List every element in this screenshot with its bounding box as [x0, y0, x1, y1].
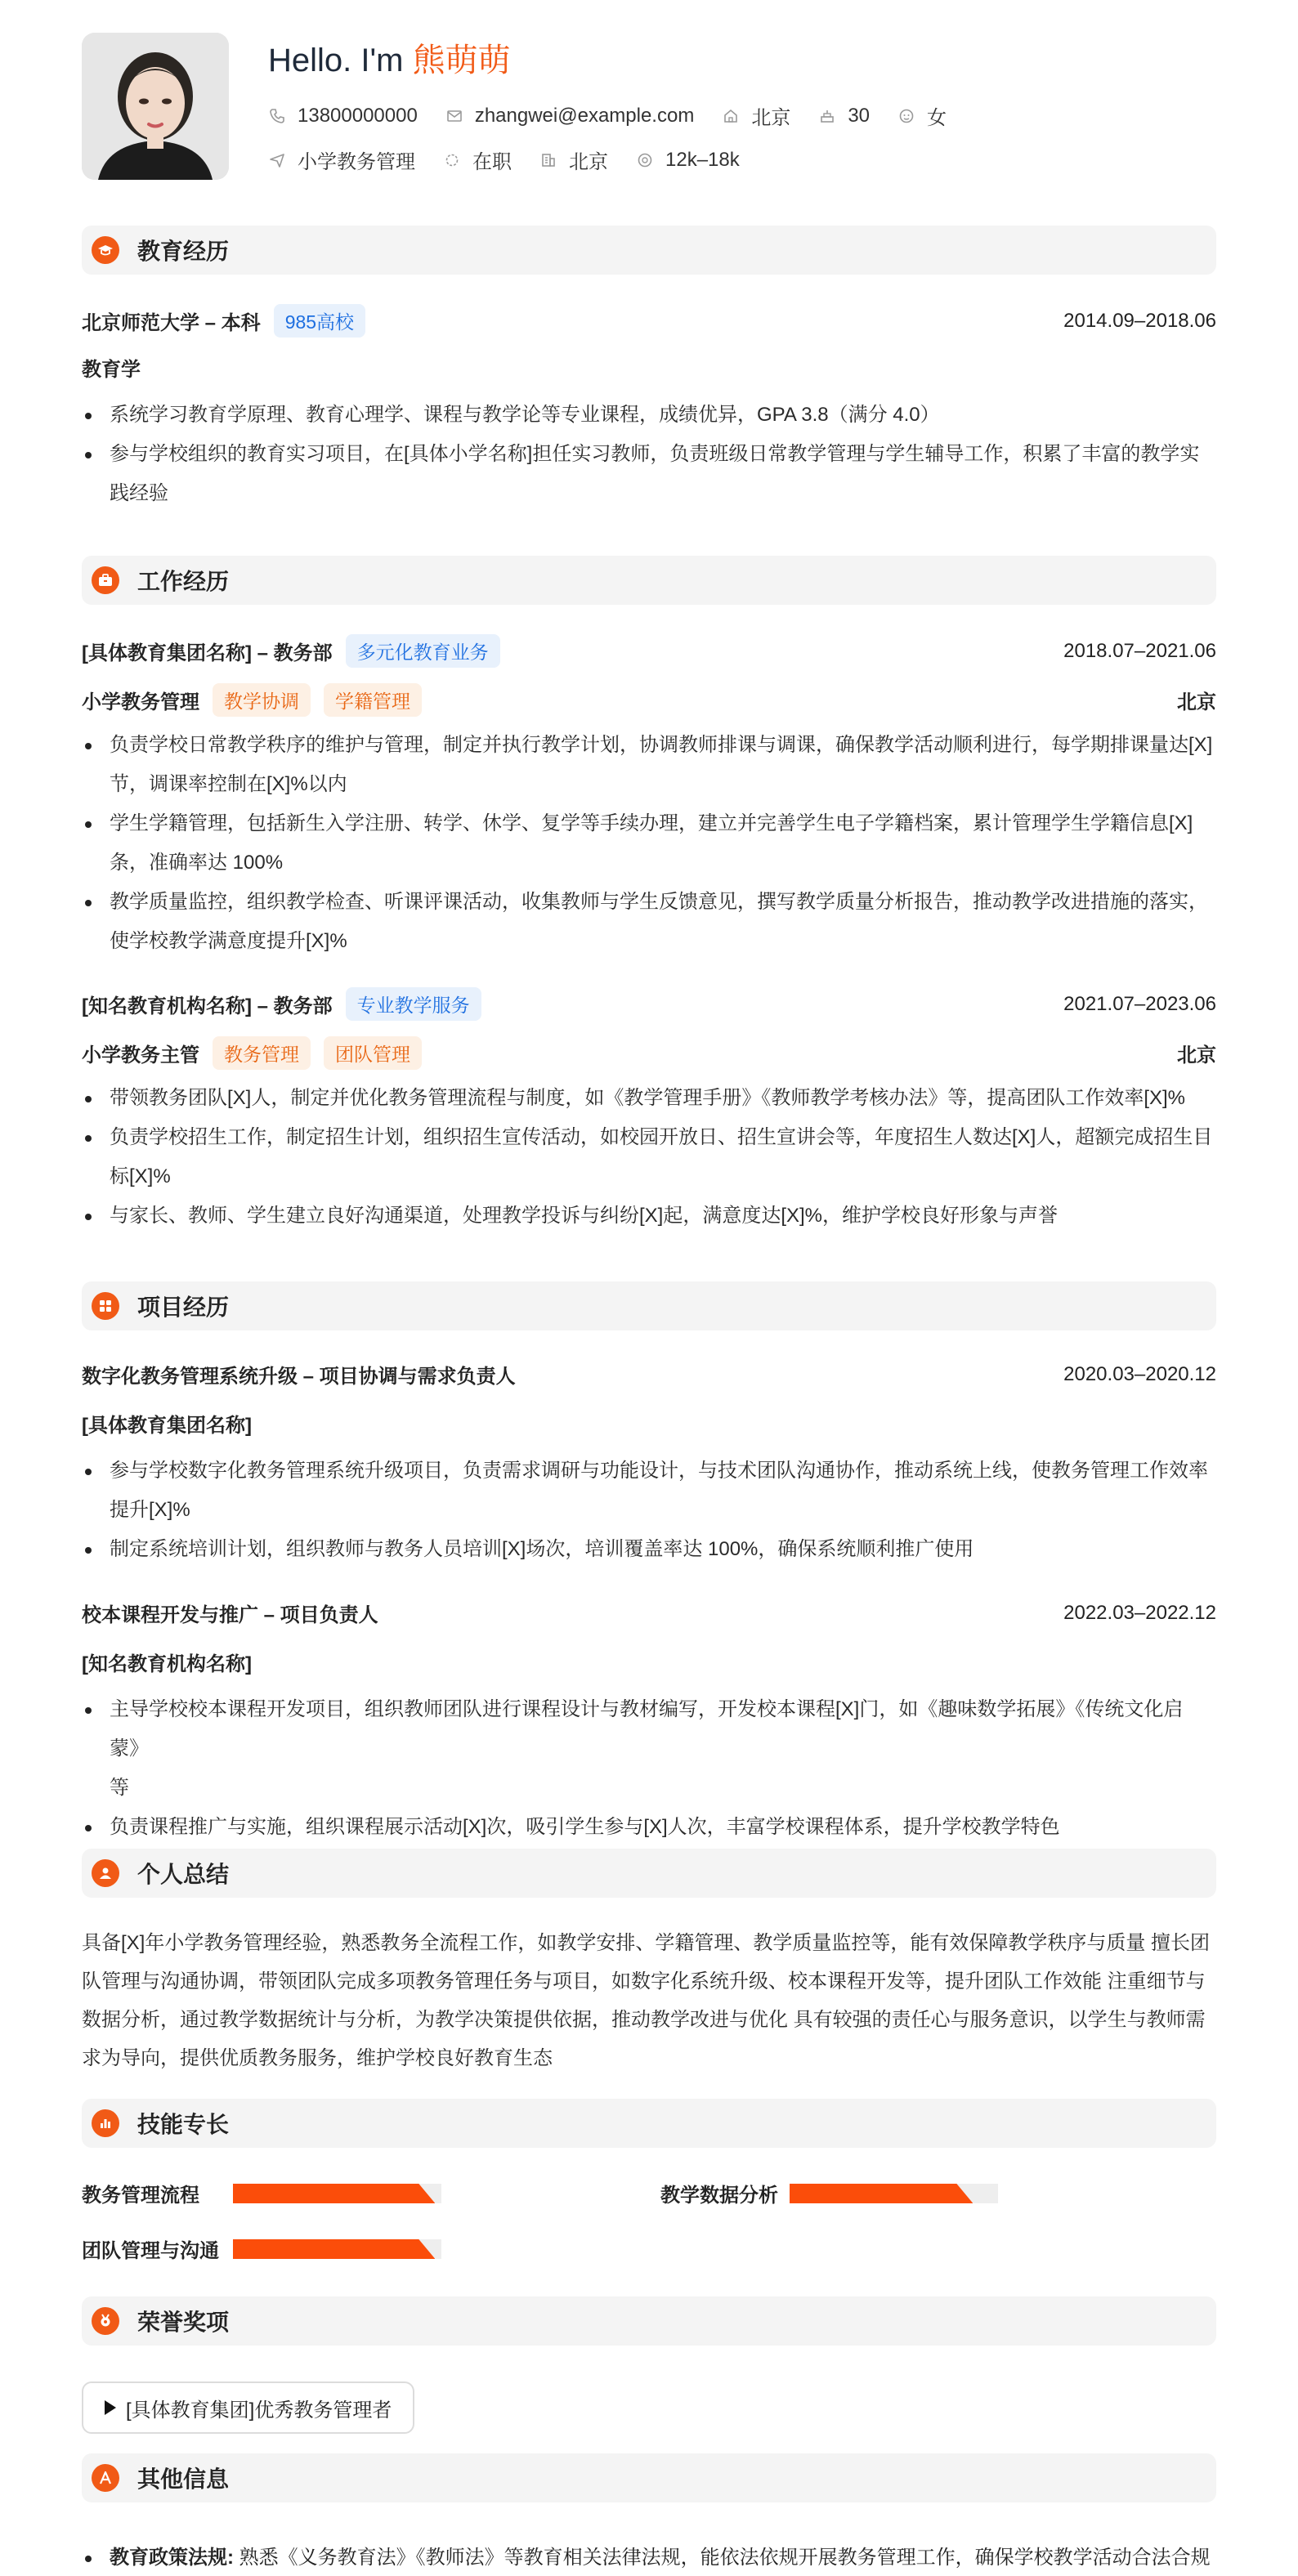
work-1-role: 小学教务管理 — [82, 691, 199, 713]
work-1-role-row — [82, 683, 1216, 717]
section-summary — [82, 1849, 1216, 1898]
letter-a-icon — [92, 2464, 119, 2492]
email-item — [445, 105, 695, 127]
age-item — [818, 105, 870, 127]
work-2-date: 2021.07–2023.06 — [1063, 992, 1216, 1015]
medal-icon — [92, 2307, 119, 2335]
education-date: 2014.09–2018.06 — [1063, 309, 1216, 332]
work-2-city: 北京 — [1177, 1044, 1216, 1067]
location-text: 北京 — [751, 107, 791, 129]
grid-icon — [92, 1292, 119, 1320]
work-1-org: [具体教育集团名称] – 教务部 — [82, 642, 333, 664]
work-2-role-tag-1: 教务管理 — [213, 1036, 311, 1070]
phone-text: 13800000000 — [298, 104, 418, 127]
skill-2-fill — [790, 2184, 973, 2203]
work-2-role-row — [82, 1036, 1216, 1070]
briefcase-icon — [92, 566, 119, 594]
person-icon — [92, 1859, 119, 1887]
project-2-org-row — [82, 1648, 1216, 1676]
section-projects — [82, 1281, 1216, 1330]
target-job-text: 小学教务管理 — [298, 151, 415, 173]
target-job-item — [268, 145, 415, 174]
target-city-item — [539, 145, 608, 174]
section-skills — [82, 2099, 1216, 2148]
greeting-heading — [268, 34, 511, 81]
section-education — [82, 226, 1216, 275]
skill-2-label: 教学数据分析 — [660, 2185, 778, 2207]
project-1-title: 数字化教务管理系统升级 – 项目协调与需求负责人 — [82, 1366, 516, 1388]
work-1-role-tag-1: 教学协调 — [213, 683, 311, 717]
education-bullets — [82, 396, 1216, 513]
skill-3-label: 团队管理与沟通 — [82, 2240, 219, 2262]
work-2-tag: 专业教学服务 — [346, 987, 481, 1021]
skill-1 — [82, 2179, 199, 2207]
list-item: 主导学校校本课程开发项目，组织教师团队进行课程设计与教材编写，开发校本课程[X]门，如《趣味数学拓展》《传统文化启蒙》 等 — [82, 1690, 1216, 1808]
section-title-awards: 荣誉奖项 — [137, 2310, 230, 2335]
list-item: 学生学籍管理，包括新生入学注册、转学、休学、复学等手续办理，建立并完善学生电子学籍档案，累计管理学生学籍信息[X] 条，准确率达 100% — [82, 804, 1216, 883]
section-title-skills: 技能专长 — [137, 2112, 230, 2137]
skill-1-bar — [233, 2184, 441, 2203]
work-1-role-tag-2: 学籍管理 — [324, 683, 422, 717]
other-info-item — [82, 2538, 1216, 2576]
work-1-date: 2018.07–2021.06 — [1063, 639, 1216, 662]
list-item: 与家长、教师、学生建立良好沟通渠道，处理教学投诉与纠纷[X]起，满意度达[X]%，维护学校良好形象与声誉 — [82, 1196, 1216, 1236]
project-2-header-row — [82, 1599, 1216, 1627]
education-major-row — [82, 353, 1216, 382]
contact-row — [268, 101, 965, 130]
project-2-org: [知名教育机构名称] — [82, 1653, 252, 1675]
project-2-date: 2022.03–2022.12 — [1063, 1601, 1216, 1624]
skill-2 — [660, 2179, 778, 2207]
other-info-text: 熟悉《义务教育法》《教师法》等教育相关法律法规，能依法依规开展教务管理工作，确保学校教学活动合法合规 — [239, 2547, 1211, 2569]
major-name: 教育学 — [82, 359, 141, 381]
work-1-bullets — [82, 726, 1216, 961]
section-other — [82, 2453, 1216, 2502]
project-1-bullets — [82, 1451, 1216, 1569]
list-item: 制定系统培训计划，组织教师与教务人员培训[X]场次，培训覆盖率达 100%，确保系统顺利推广使用 — [82, 1530, 1216, 1569]
section-work — [82, 556, 1216, 605]
skill-1-fill — [233, 2184, 435, 2203]
other-info-label: 教育政策法规: — [110, 2547, 234, 2569]
school-tag: 985高校 — [274, 304, 365, 338]
candidate-name: 熊萌萌 — [412, 42, 511, 78]
section-title-projects: 项目经历 — [137, 1295, 230, 1320]
award-text: [具体教育集团]优秀教务管理者 — [126, 2399, 392, 2422]
send-icon — [268, 151, 286, 169]
play-triangle-icon — [105, 2400, 116, 2415]
work-2-role-tag-2: 团队管理 — [324, 1036, 422, 1070]
project-2-title: 校本课程开发与推广 – 项目负责人 — [82, 1604, 378, 1626]
skill-1-label: 教务管理流程 — [82, 2185, 199, 2207]
list-item: 系统学习教育学原理、教育心理学、课程与教学论等专业课程，成绩优异，GPA 3.8（满分 4.0） — [82, 396, 1216, 435]
project-1-header-row — [82, 1360, 1216, 1389]
project-1-org: [具体教育集团名称] — [82, 1415, 252, 1437]
email-text: zhangwei@example.com — [474, 104, 695, 127]
graduation-cap-icon — [92, 236, 119, 264]
age-text: 30 — [848, 104, 871, 127]
award-item[interactable] — [82, 2381, 414, 2434]
section-title-summary: 个人总结 — [137, 1862, 230, 1887]
list-item: 负责课程推广与实施，组织课程展示活动[X]次，吸引学生参与[X]人次，丰富学校课程体系，提升学校教学特色 — [82, 1808, 1216, 1847]
skill-3-fill — [233, 2239, 435, 2259]
phone-item — [268, 105, 418, 127]
salary-icon — [636, 151, 654, 169]
building-icon — [539, 151, 557, 169]
summary-text: 具备[X]年小学教务管理经验，熟悉教务全流程工作，如教学安排、学籍管理、教学质量监控等，能有效保障教学秩序与质量 擅长团 队管理与沟通协调，带领团队完成多项教务管理任务与项目，如数字化系统升级、校本课程开发等，提升团队工作效能 注重细节与 数据分析，通过教学数据统计与分析，为教学决策提供依据，推动教学改进与优化 具有较强的责任心与服务意识，以学生与教师需 求为导向，提供优质教务服务，维护学校良好教育生态 — [82, 1932, 1211, 2069]
list-item: 参与学校组织的教育实习项目，在[具体小学名称]担任实习教师，负责班级日常教学管理与学生辅导工作，积累了丰富的教学实 践经验 — [82, 435, 1216, 513]
list-item: 教学质量监控，组织教学检查、听课评课活动，收集教师与学生反馈意见，撰写教学质量分析报告，推动教学改进措施的落实， 使学校教学满意度提升[X]% — [82, 883, 1216, 961]
section-awards — [82, 2296, 1216, 2346]
section-title-other: 其他信息 — [137, 2466, 230, 2492]
list-item: 参与学校数字化教务管理系统升级项目，负责需求调研与功能设计，与技术团队沟通协作，推动系统上线，使教务管理工作效率 提升[X]% — [82, 1451, 1216, 1530]
education-header-row — [82, 304, 1216, 338]
greeting-text: Hello. I'm — [268, 42, 404, 78]
status-item — [443, 145, 512, 174]
work-2-role: 小学教务主管 — [82, 1044, 199, 1067]
project-1-date: 2020.03–2020.12 — [1063, 1362, 1216, 1385]
skill-3 — [82, 2234, 219, 2263]
list-item: 负责学校日常教学秩序的维护与管理，制定并执行教学计划，协调教师排课与调课，确保教学活动顺利进行，每学期排课量达[X] 节，调课率控制在[X]%以内 — [82, 726, 1216, 804]
avatar — [82, 33, 229, 180]
work-2-header-row — [82, 987, 1216, 1021]
gender-icon — [897, 107, 915, 125]
work-1-city: 北京 — [1177, 691, 1216, 713]
project-2-bullets — [82, 1690, 1216, 1847]
skill-2-bar — [790, 2184, 998, 2203]
work-1-header-row — [82, 634, 1216, 668]
section-title-work: 工作经历 — [137, 569, 230, 594]
work-1-tag: 多元化教育业务 — [346, 634, 500, 668]
list-item: 带领教务团队[X]人，制定并优化教务管理流程与制度，如《教学管理手册》《教师教学考核办法》等，提高团队工作效率[X]% — [82, 1079, 1216, 1118]
work-2-org: [知名教育机构名称] – 教务部 — [82, 995, 333, 1017]
project-1-org-row — [82, 1409, 1216, 1438]
location-item — [722, 101, 790, 130]
work-2-bullets — [82, 1079, 1216, 1236]
job-intent-row — [268, 145, 758, 174]
phone-icon — [268, 107, 286, 125]
age-icon — [818, 107, 836, 125]
skill-3-bar — [233, 2239, 441, 2259]
gender-item — [897, 101, 947, 130]
salary-item — [636, 149, 740, 172]
mail-icon — [445, 107, 463, 125]
salary-text: 12k–18k — [665, 148, 740, 171]
status-text: 在职 — [472, 151, 512, 173]
home-icon — [722, 107, 740, 125]
school-name: 北京师范大学 – 本科 — [82, 312, 261, 334]
resume-header — [82, 0, 1216, 196]
list-item: 负责学校招生工作，制定招生计划，组织招生宣传活动，如校园开放日、招生宣讲会等，年度招生人数达[X]人，超额完成招生目 标[X]% — [82, 1118, 1216, 1196]
section-title-education: 教育经历 — [137, 239, 230, 264]
target-city-text: 北京 — [569, 151, 608, 173]
status-icon — [443, 151, 461, 169]
gender-text: 女 — [927, 107, 947, 129]
bar-chart-icon — [92, 2109, 119, 2137]
